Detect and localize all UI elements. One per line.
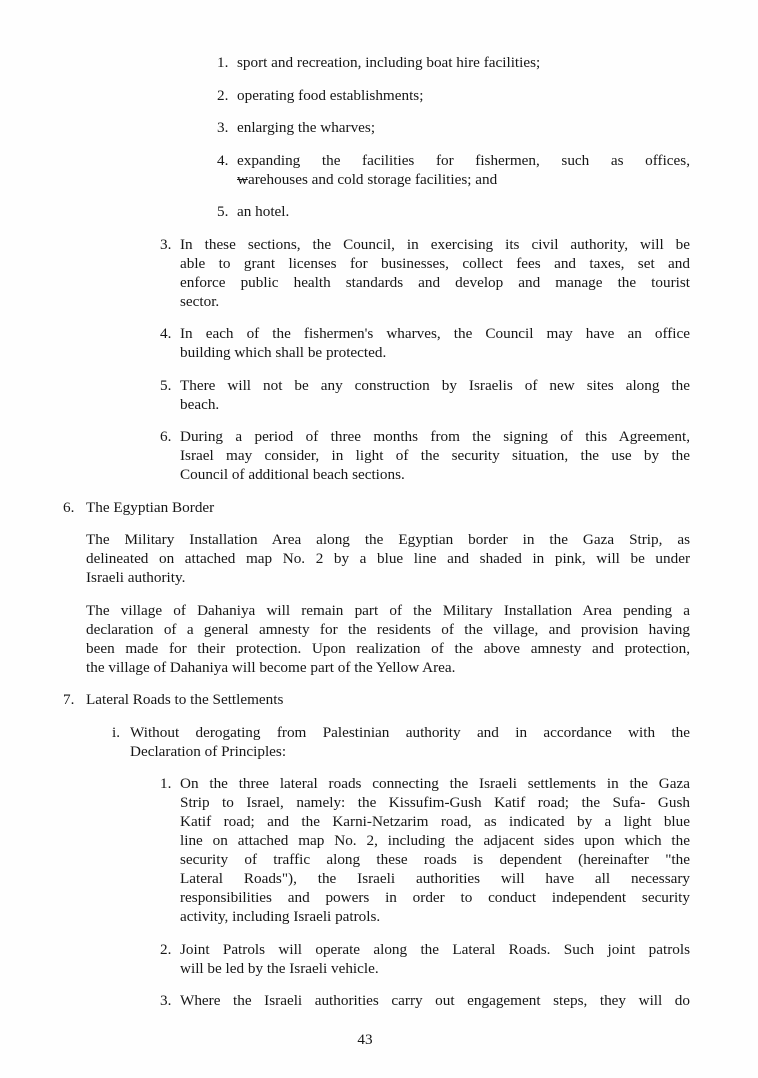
struck-character: w bbox=[237, 170, 248, 188]
text-line: Without derogating from Palestinian authority and in accordance with the bbox=[130, 723, 690, 741]
page-footer bbox=[0, 1030, 758, 1049]
list-marker: 7. bbox=[63, 691, 75, 708]
document-block bbox=[217, 118, 690, 137]
text-line: an hotel. bbox=[237, 203, 290, 220]
text-line: Joint Patrols will operate along the Lateral Roads. Such joint patrols bbox=[180, 940, 690, 958]
text-line: During a period of three months from the signing of this Agreement, bbox=[180, 428, 690, 445]
text-line: Israel may consider, in light of the security situation, the use by the bbox=[180, 447, 690, 464]
text-line: Israeli authority. bbox=[86, 569, 186, 586]
list-marker: 4. bbox=[217, 151, 229, 169]
document-block bbox=[86, 530, 690, 587]
text-line: Where the Israeli authorities carry out engagement steps, they will do bbox=[180, 992, 690, 1009]
text-line: The Military Installation Area along the Egyptian border in the Gaza Strip, as bbox=[86, 531, 690, 548]
text-line: In these sections, the Council, in exercising its civil authority, will be bbox=[180, 235, 690, 253]
text-line: responsibilities and powers in order to conduct independent security bbox=[180, 889, 690, 906]
list-marker: 6. bbox=[160, 428, 172, 445]
text-line: The village of Dahaniya will remain part of the Military Installation Area pending a bbox=[86, 601, 690, 619]
text-line: able to grant licenses for businesses, collect fees and taxes, set and bbox=[180, 254, 690, 272]
text-line: Lateral Roads to the Settlements bbox=[86, 691, 284, 708]
text-line: Lateral Roads"), the Israeli authorities will have all necessary bbox=[180, 870, 690, 887]
text-line: Katif road; and the Karni-Netzarim road, as indicated by a light blue bbox=[180, 813, 690, 830]
text-line: warehouses and cold storage facilities; and bbox=[237, 170, 498, 188]
list-marker: 3. bbox=[160, 235, 172, 253]
text-line: In each of the fishermen's wharves, the Council may have an office bbox=[180, 325, 690, 342]
text-line: line on attached map No. 2, including the adjacent sides upon which the bbox=[180, 832, 690, 849]
text-line: expanding the facilities for fishermen, such as offices, bbox=[237, 151, 690, 169]
page-number: 43 bbox=[357, 1031, 373, 1048]
text-line: building which shall be protected. bbox=[180, 344, 387, 361]
document-block bbox=[63, 690, 690, 709]
text-line: delineated on attached map No. 2 by a blue line and shaded in pink, will be under bbox=[86, 550, 690, 567]
document-block bbox=[160, 235, 690, 311]
document-block bbox=[217, 53, 690, 72]
list-marker: 1. bbox=[217, 54, 229, 71]
list-marker: 3. bbox=[160, 992, 172, 1009]
list-marker: 2. bbox=[217, 86, 229, 104]
document-block bbox=[112, 723, 690, 761]
text-line: The Egyptian Border bbox=[86, 498, 215, 516]
document-block bbox=[160, 427, 690, 484]
list-marker: 3. bbox=[217, 119, 229, 136]
document-block bbox=[160, 940, 690, 978]
text-line: Strip to Israel, namely: the Kissufim-Gush Katif road; the Sufa- Gush bbox=[180, 794, 690, 811]
text-line: On the three lateral roads connecting the Israeli settlements in the Gaza bbox=[180, 775, 690, 792]
list-marker: i. bbox=[112, 723, 121, 741]
text-line: will be led by the Israeli vehicle. bbox=[180, 959, 379, 977]
document-block bbox=[86, 601, 690, 677]
text-line: enlarging the wharves; bbox=[237, 119, 376, 136]
list-marker: 5. bbox=[160, 376, 172, 394]
text-line: activity, including Israeli patrols. bbox=[180, 908, 381, 925]
document-block bbox=[217, 151, 690, 189]
document-block bbox=[160, 991, 690, 1010]
text-line: enforce public health standards and develop and manage the tourist bbox=[180, 273, 690, 291]
document-block bbox=[160, 774, 690, 926]
text-line: the village of Dahaniya will become part of the Yellow Area. bbox=[86, 658, 456, 676]
document-block bbox=[160, 324, 690, 362]
text-line: declaration of a general amnesty for the residents of the village, and provision having bbox=[86, 620, 690, 638]
list-marker: 5. bbox=[217, 203, 229, 220]
text-line: sector. bbox=[180, 292, 220, 310]
document-block bbox=[160, 376, 690, 414]
list-marker: 6. bbox=[63, 498, 75, 516]
text-line: There will not be any construction by Israelis of new sites along the bbox=[180, 376, 690, 394]
text-line: Council of additional beach sections. bbox=[180, 466, 405, 483]
document-block bbox=[217, 86, 690, 105]
list-marker: 2. bbox=[160, 940, 172, 958]
text-line: been made for their protection. Upon realization of the above amnesty and protection, bbox=[86, 639, 690, 657]
text-line: sport and recreation, including boat hire facilities; bbox=[237, 54, 541, 71]
document-block bbox=[217, 202, 690, 221]
document-block bbox=[63, 498, 690, 517]
text-line: operating food establishments; bbox=[237, 86, 424, 104]
list-marker: 4. bbox=[160, 325, 172, 342]
text-line: Declaration of Principles: bbox=[130, 742, 287, 760]
text-line: beach. bbox=[180, 395, 220, 413]
list-marker: 1. bbox=[160, 775, 172, 792]
text-line: security of traffic along these roads is dependent (hereinafter "the bbox=[180, 851, 690, 868]
